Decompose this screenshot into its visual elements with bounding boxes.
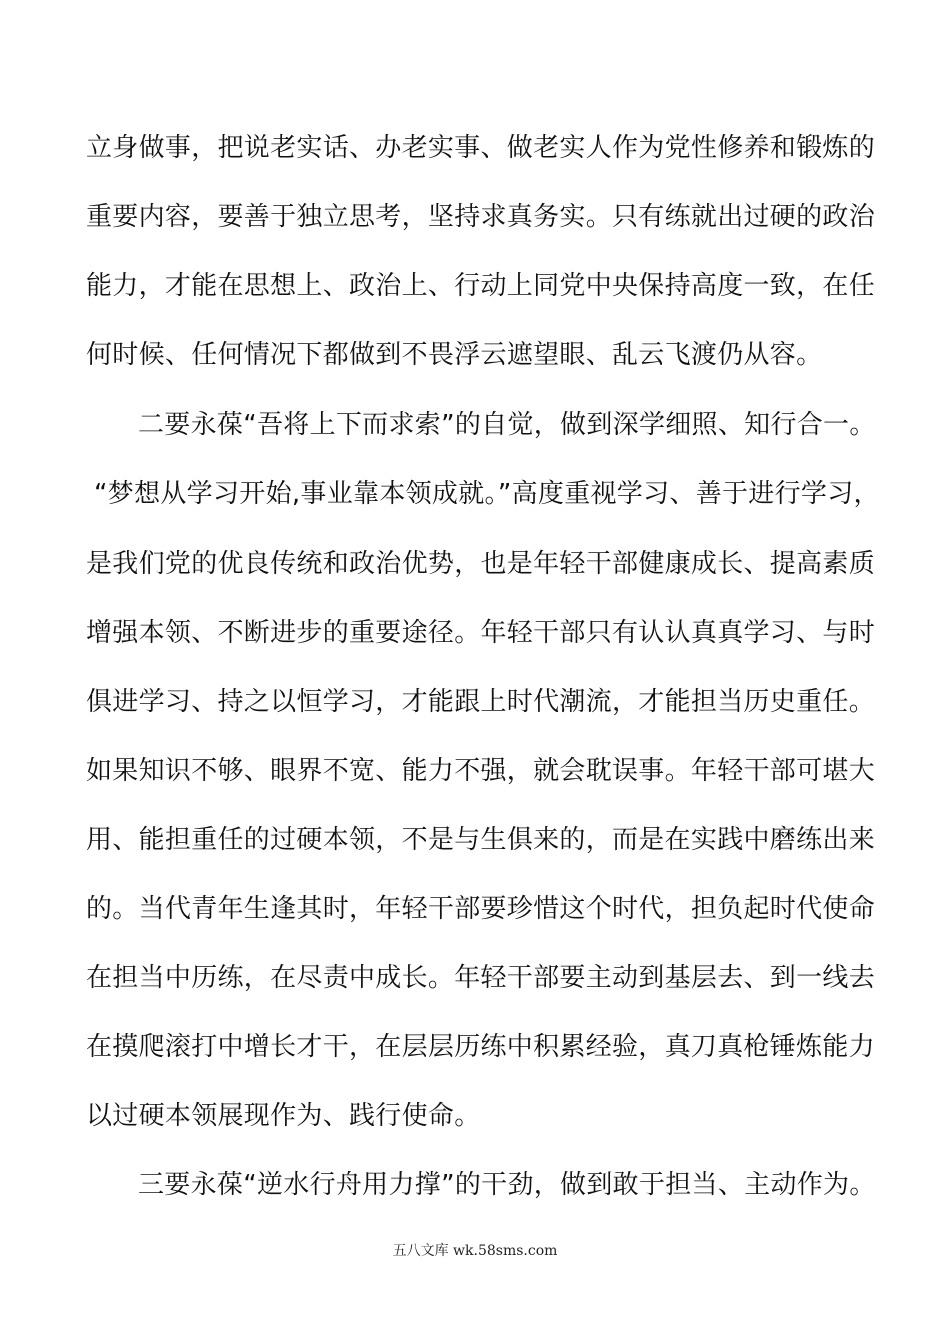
body-text-line: 立身做事，把说老实话、办老实事、做老实人作为党性修养和锻炼的 [86,133,876,163]
body-text-line: 何时候、任何情况下都做到不畏浮云遮望眼、乱云飞渡仍从容。 [86,340,823,370]
body-text-line: 如果知识不够、眼界不宽、能力不强，就会耽误事。年轻干部可堪大 [86,756,876,786]
paragraph-start-line: 三要永葆“逆水行舟用力撑”的干劲，做到敢于担当、主动作为。 [138,1170,876,1200]
footer-watermark: 五八文库 wk.58sms.com [392,1243,558,1259]
body-text-line: 在摸爬滚打中增长才干，在层层历练中积累经验，真刀真枪锤炼能力 [86,1032,876,1062]
body-text-line: 重要内容，要善于独立思考，坚持求真务实。只有练就出过硬的政治 [86,202,876,232]
body-text-line: 俱进学习、持之以恒学习，才能跟上时代潮流，才能担当历史重任。 [86,687,876,717]
body-text-line: “梦想从学习开始,事业靠本领成就。”高度重视学习、善于进行学习， [94,479,880,509]
body-text-line: 用、能担重任的过硬本领，不是与生俱来的，而是在实践中磨练出来 [86,825,876,855]
body-text-line: 增强本领、不断进步的重要途径。年轻干部只有认认真真学习、与时 [86,618,876,648]
body-text-line: 能力，才能在思想上、政治上、行动上同党中央保持高度一致，在任 [86,271,876,301]
paragraph-start-line: 二要永葆“吾将上下而求索”的自觉，做到深学细照、知行合一。 [138,410,876,440]
body-text-line: 的。当代青年生逢其时，年轻干部要珍惜这个时代，担负起时代使命 [86,894,876,924]
body-text-line: 是我们党的优良传统和政治优势，也是年轻干部健康成长、提高素质 [86,549,876,579]
body-text-line: 以过硬本领展现作为、践行使命。 [86,1101,481,1131]
body-text-line: 在担当中历练，在尽责中成长。年轻干部要主动到基层去、到一线去 [86,963,876,993]
